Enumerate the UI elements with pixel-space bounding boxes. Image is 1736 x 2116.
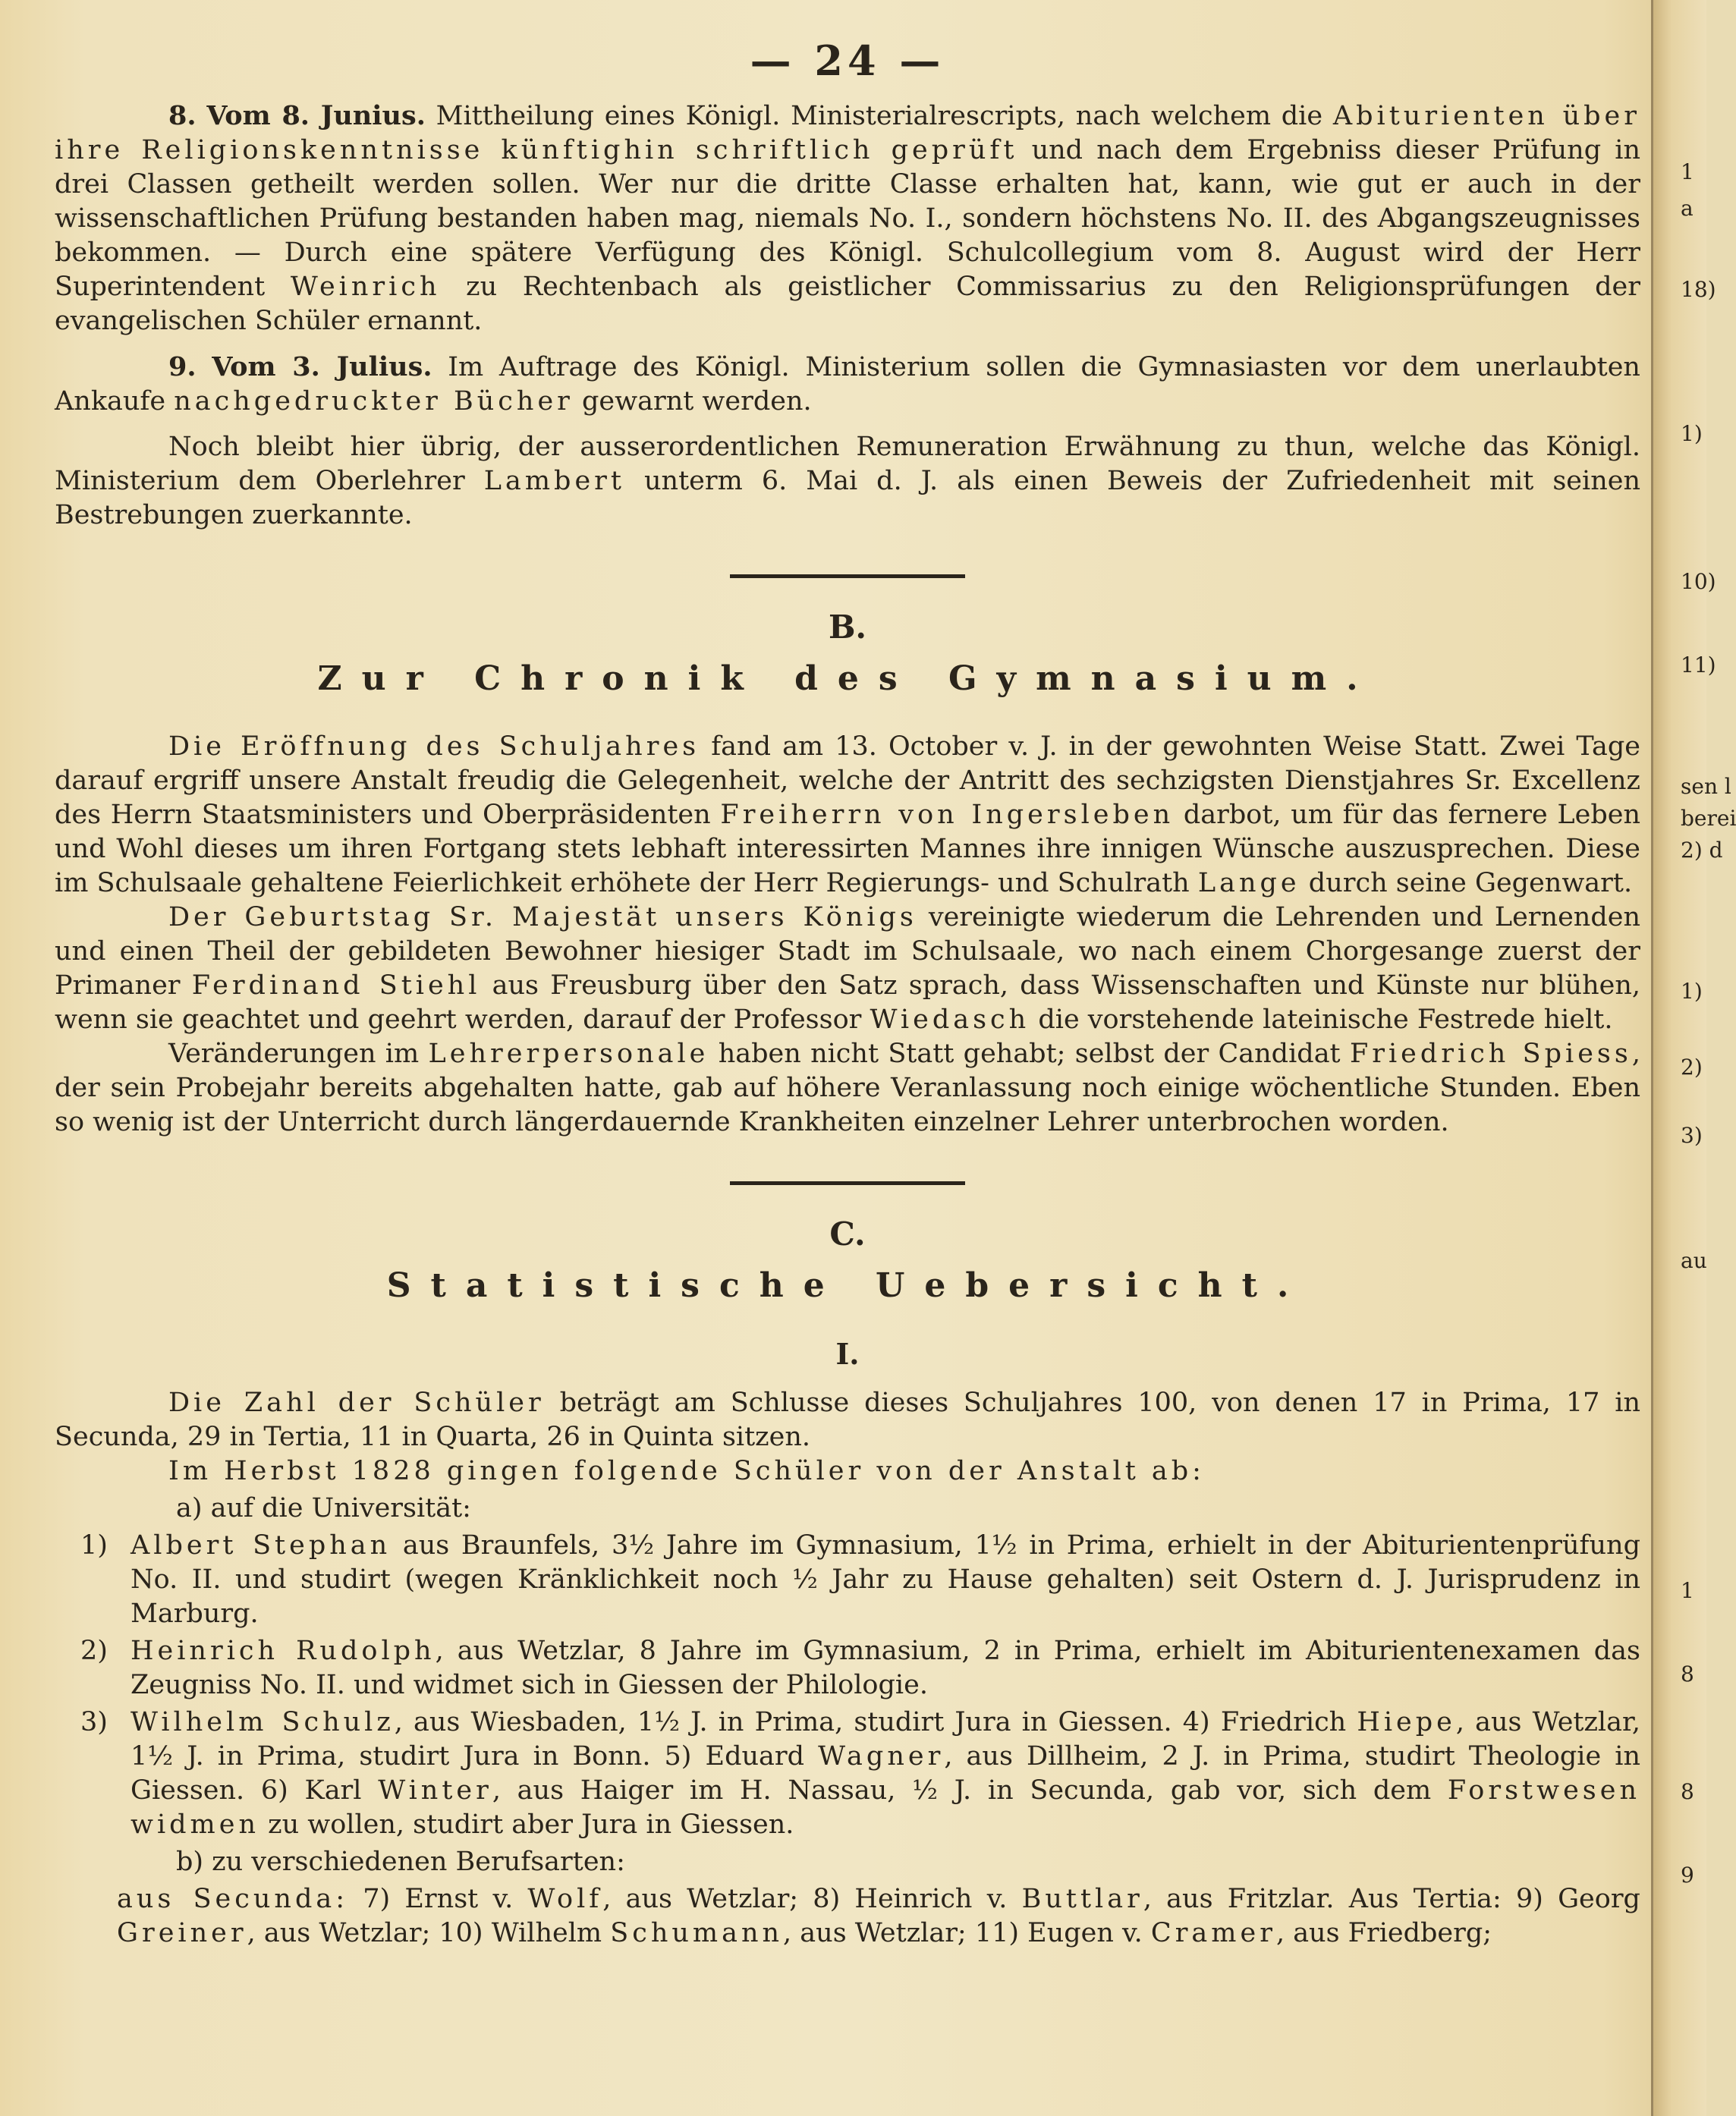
- list-item: [55, 1706, 1640, 1842]
- item-text: Im Auftrage des Königl. Ministerium sollen die Gymnasiasten vor dem unerlaubten Ankaufe: [55, 352, 1640, 417]
- margin-fragment: 2) d: [1681, 838, 1723, 863]
- margin-fragment: berei: [1681, 806, 1736, 831]
- item-number: 8.: [168, 100, 197, 131]
- margin-fragment: 3): [1681, 1123, 1703, 1148]
- item-text: zu Rechtenbach als geistlicher Commissarius zu den Religionsprüfungen der evangelischen Schüler ernannt.: [55, 272, 1640, 336]
- list-item: [55, 1634, 1640, 1703]
- spaced-text: Im Herbst 1828 gingen folgende Schüler von der Anstalt ab:: [168, 1456, 1205, 1486]
- person-name: Wilhelm Schulz: [131, 1707, 395, 1737]
- margin-fragment: 11): [1681, 652, 1716, 678]
- list-detail: , aus Wetzlar, 8 Jahre im Gymnasium, 2 in Prima, erhielt im Abiturientenexamen das Zeugniss No. II. und widmet sich in Giessen der Philologie.: [131, 1636, 1640, 1700]
- section-c-letter: C.: [829, 1215, 866, 1253]
- margin-fragment: a: [1681, 196, 1694, 221]
- spaced-text: aus Secunda:: [117, 1884, 349, 1914]
- person-name: Buttlar: [1021, 1884, 1143, 1914]
- list-item: [55, 1529, 1640, 1631]
- person-name: Ferdinand Stiehl: [191, 970, 481, 1001]
- chronicle-paragraph-1: [55, 730, 1640, 901]
- margin-fragment: au: [1681, 1248, 1707, 1273]
- list-detail: , aus Wetzlar; 10) Wilhelm: [247, 1918, 602, 1948]
- person-name: Greiner: [117, 1918, 247, 1948]
- item-text: Mittheilung eines Königl. Ministerialrescripts, nach welchem die: [436, 101, 1323, 131]
- adjacent-page-margin: [1651, 0, 1736, 2116]
- spaced-text: Die Zahl der Schüler: [168, 1388, 545, 1418]
- paragraph-text: vereinigte wiederum die Lehrenden und Lernenden und einen Theil der gebildeten Bewohner hiesiger Stadt im Schulsaale, wo nach einem Chorgesange zuerst der Primaner: [55, 902, 1640, 1001]
- margin-fragment: 1): [1681, 979, 1703, 1004]
- list-detail: 7) Ernst v.: [363, 1884, 514, 1914]
- career-list: [55, 1882, 1640, 1951]
- section-divider: [730, 1181, 965, 1185]
- section-c-roman: I.: [835, 1337, 860, 1371]
- person-name: Albert Stephan: [131, 1530, 392, 1561]
- list-detail: , aus Wiesbaden, 1½ J. in Prima, studirt Jura in Giessen. 4) Friedrich: [394, 1707, 1347, 1737]
- list-detail: aus Braunfels, 3½ Jahre im Gymnasium, 1½ in Prima, erhielt in der Abiturientenprüfung No. II. und studirt (wegen Kränklichkeit noch ½ Jahr zu Hause gehalten) seit Ostern d. J. Jurisprudenz in Marburg.: [131, 1530, 1640, 1629]
- chronicle-item-9: [55, 350, 1640, 419]
- list-detail: , aus Wetzlar, 1½ J. in Prima, studirt Jura in Bonn. 5) Eduard: [131, 1707, 1640, 1772]
- section-b-letter: B.: [828, 608, 867, 646]
- list-text: [131, 1706, 1640, 1842]
- person-name: Friedrich Spiess: [1349, 1039, 1632, 1069]
- spaced-text: Der Geburtstag Sr. Majestät unsers Königs: [168, 902, 917, 932]
- margin-fragment: sen l: [1681, 774, 1731, 799]
- sub-heading-a: a) auf die Universität:: [176, 1493, 471, 1523]
- statistics-paragraph-2: [55, 1454, 1640, 1489]
- spaced-text: Forstwesen widmen: [131, 1775, 1640, 1840]
- section-b-title: Zur Chronik des Gymnasium.: [317, 659, 1378, 698]
- person-name: Lambert: [483, 466, 625, 496]
- section-c-title: Statistische Uebersicht.: [386, 1266, 1309, 1305]
- list-detail: , aus Haiger im H. Nassau, ½ J. in Secunda, gab vor, sich dem: [492, 1775, 1432, 1806]
- list-detail: , aus Fritzlar. Aus Tertia: 9) Georg: [1143, 1884, 1640, 1914]
- paragraph-text: darbot, um für das fernere Leben und Wohl dieses um ihren Fortgang stets lebhaft interessirten Mannes ihre innigen Wünsche auszusprechen. Diese im Schulsaale gehaltene Feierlichkeit erhöhete der Herr Regierungs- und Schulrath: [55, 800, 1640, 898]
- remark-text: unterm 6. Mai d. J. als einen Beweis der Zufriedenheit mit seinen Bestrebungen zuerkannte.: [55, 466, 1640, 530]
- margin-fragment: 8: [1681, 1779, 1694, 1804]
- list-detail: , aus Friedberg;: [1275, 1918, 1492, 1948]
- item-text: und nach dem Ergebniss dieser Prüfung in drei Classen getheilt werden sollen. Wer nur die dritte Classe erhalten hat, kann, wie gut er auch in der wissenschaftlichen Prüfung bestanden haben mag, niemals No. I., sondern höchstens No. II. des Abgangszeugnisses bekommen. — Durch eine spätere Verfügung des Königl. Schulcollegium vom 8. August wird der Herr Superintendent: [55, 135, 1640, 302]
- item-date: Vom 3. Julius.: [212, 351, 432, 382]
- margin-fragment: 10): [1681, 569, 1716, 594]
- spaced-text: Lehrerpersonale: [428, 1039, 709, 1069]
- margin-fragment: 2): [1681, 1055, 1703, 1080]
- paragraph-text: durch seine Gegenwart.: [1308, 868, 1633, 898]
- spaced-text: Die Eröffnung des Schuljahres: [168, 731, 700, 762]
- person-name: Winter: [378, 1775, 492, 1806]
- person-name: Hiepe: [1357, 1707, 1456, 1737]
- person-name: Wolf: [527, 1884, 603, 1914]
- person-name: Cramer: [1150, 1918, 1276, 1948]
- list-number: 1): [80, 1530, 108, 1561]
- paragraph-text: aus Freusburg über den Satz sprach, dass Wissenschaften und Künste nur blühen, wenn sie geachtet und geehrt werden, darauf der Professor: [55, 970, 1640, 1035]
- list-number: 2): [80, 1636, 108, 1666]
- item-number: 9.: [168, 351, 197, 382]
- remark-text: Noch bleibt hier übrig, der ausserordentlichen Remuneration Erwähnung zu thun, welche das Königl. Ministerium dem Oberlehrer: [55, 432, 1640, 496]
- chronicle-item-8: [55, 99, 1640, 338]
- paragraph-text: Veränderungen im: [168, 1039, 420, 1069]
- person-name: Lange: [1197, 868, 1300, 898]
- item-text: gewarnt werden.: [582, 386, 812, 417]
- person-name: Schumann: [610, 1918, 784, 1948]
- margin-fragment: 1): [1681, 421, 1703, 446]
- remuneration-remark: [55, 430, 1640, 533]
- list-text: [131, 1634, 1640, 1703]
- item-spaced-text: Abiturienten über ihre Religionskenntnisse künftighin schriftlich geprüft: [55, 101, 1640, 165]
- list-detail: , aus Wetzlar; 8) Heinrich v.: [602, 1884, 1008, 1914]
- page-content: [55, 36, 1640, 1951]
- list-number: 3): [80, 1707, 108, 1737]
- chronicle-paragraph-2: [55, 901, 1640, 1037]
- page-number: — 24 —: [750, 36, 945, 85]
- margin-fragment: 18): [1681, 277, 1716, 302]
- margin-fragment: 1: [1681, 1578, 1694, 1603]
- item-date: Vom 8. Junius.: [206, 100, 426, 131]
- paragraph-text: haben nicht Statt gehabt; selbst der Candidat: [718, 1039, 1341, 1069]
- margin-fragment: 9: [1681, 1863, 1694, 1888]
- list-detail: , aus Wetzlar; 11) Eugen v.: [783, 1918, 1143, 1948]
- section-divider: [730, 574, 965, 578]
- item-spaced-text: nachgedruckter Bücher: [174, 386, 574, 417]
- person-name: Heinrich Rudolph: [131, 1636, 436, 1666]
- sub-heading-b: b) zu verschiedenen Berufsarten:: [176, 1847, 625, 1877]
- person-name: Freiherrn von Ingersleben: [720, 800, 1175, 830]
- list-detail: , aus Dillheim, 2 J. in Prima, studirt Theologie in Giessen. 6) Karl: [131, 1741, 1640, 1806]
- list-detail: zu wollen, studirt aber Jura in Giessen.: [268, 1809, 794, 1840]
- person-name: Wagner: [818, 1741, 945, 1772]
- person-name: Weinrich: [290, 272, 441, 302]
- statistics-paragraph-1: [55, 1386, 1640, 1454]
- margin-fragment: 1: [1681, 159, 1694, 184]
- person-name: Wiedasch: [870, 1005, 1030, 1035]
- paragraph-text: fand am 13. October v. J. in der gewohnten Weise Statt. Zwei Tage darauf ergriff unsere Anstalt freudig die Gelegenheit, welche der Antritt des sechzigsten Dienstjahres Sr. Excellenz des Herrn Staatsministers und Oberpräsidenten: [55, 731, 1640, 830]
- paragraph-text: beträgt am Schlusse dieses Schuljahres 100, von denen 17 in Prima, 17 in Secunda, 29 in Tertia, 11 in Quarta, 26 in Quinta sitzen.: [55, 1388, 1640, 1452]
- chronicle-paragraph-3: [55, 1037, 1640, 1140]
- list-text: [131, 1529, 1640, 1631]
- margin-fragment: 8: [1681, 1662, 1694, 1687]
- paragraph-text: die vorstehende lateinische Festrede hielt.: [1038, 1005, 1613, 1035]
- paragraph-text: , der sein Probejahr bereits abgehalten hatte, gab auf höhere Veranlassung noch einige wöchentliche Stunden. Eben so wenig ist der Unterricht durch längerdauernde Krankheiten einzelner Lehrer unterbrochen worden.: [55, 1039, 1640, 1137]
